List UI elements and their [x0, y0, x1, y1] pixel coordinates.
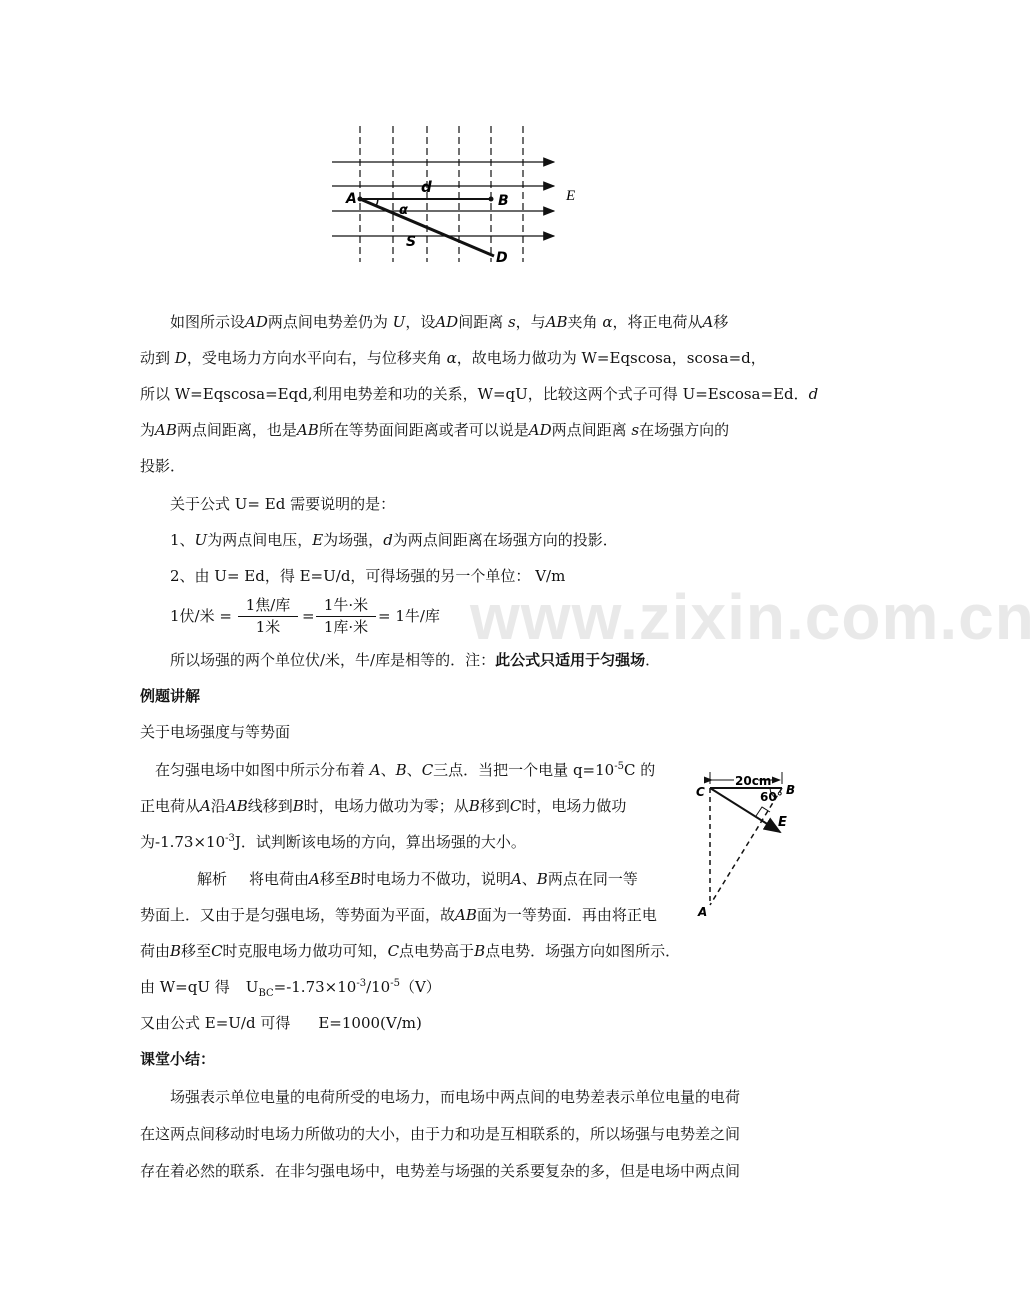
units-line: 所以场强的两个单位伏/米，牛/库是相等的．注：此公式只适用于匀强场． [170, 651, 661, 669]
label-a: A [346, 191, 357, 207]
label-s: S [406, 234, 417, 250]
para1-line3: 所以 W=Eqscosa=Eqd,利用电势差和功的关系，W=qU，比较这两个式子可得 U=Escosa=Ed．d [140, 385, 819, 403]
calc-line1: 由 W=qU 得 $U_{BC}=-1.73\times 10^{-3}/10^{-5}(V)$ [140, 978, 441, 999]
label-b: B [498, 193, 509, 209]
solution-line2: 势面上．又由于是匀强电场，等势面为平面，故AB面为一等势面．再由将正电 [140, 906, 657, 924]
para1-line1: 如图所示设AD两点间电势差仍为 U，设AD间距离 s，与AB夹角 α，将正电荷从A移 [170, 313, 729, 331]
label-b: B [786, 783, 796, 797]
label-alpha: α [399, 203, 408, 218]
label-a: A [698, 905, 708, 919]
label-d-point: D [496, 250, 508, 266]
label-c: C [696, 785, 705, 799]
para1-line2: 动到 D，受电场力方向水平向右，与位移夹角 α，故电场力做功为 W=Eqscosa，scosa=d， [140, 349, 766, 367]
summary-line3: 存在着必然的联系．在非匀强电场中，电势差与场强的关系要复杂的多，但是电场中两点间 [140, 1162, 741, 1180]
formula-eq: = [302, 607, 315, 625]
summary-line1: 场强表示单位电量的电荷所受的电场力，而电场中两点间的电势差表示单位电量的电荷 [170, 1088, 741, 1106]
note-1: 1、U为两点间电压，E为场强，d为两点间距离在场强方向的投影． [170, 531, 618, 549]
watermark: www.zixin.com.cn [470, 581, 1035, 653]
note-heading: 关于公式 U= Ed 需要说明的是： [170, 495, 396, 513]
subheading: 关于电场强度与等势面 [140, 723, 291, 741]
figure-field-grid [326, 124, 596, 269]
dim-label: 20cm [735, 774, 772, 788]
angle-label: 60° [760, 790, 783, 804]
example-line1: 在匀强电场中如图中所示分布着 A、B、C三点．当把一个电量 $q=10^{-5}C$ 的 [155, 761, 656, 779]
label-e: E [778, 815, 787, 830]
para1-line5: 投影． [140, 457, 186, 475]
label-d-distance: d [421, 178, 432, 196]
solution-line3: 荷由B移至C时克服电场力做功可知，C点电势高于B点电势．场强方向如图所示． [140, 942, 681, 960]
para1-line4: 为AB两点间距离，也是AB所在等势面间距离或者可以说是AD两点间距离 s在场强方向的 [140, 421, 730, 439]
formula-fraction-2: 1牛·米 1库·米 [316, 595, 376, 639]
note-2: 2、由 U= Ed，得 E=U/d，可得场强的另一个单位： V/m [170, 567, 566, 585]
formula-fraction-1: 1焦/库 1米 [238, 595, 298, 639]
formula-lhs: 1伏/米 = [170, 607, 232, 625]
label-e: E [566, 188, 576, 204]
formula-rhs: = 1牛/库 [378, 607, 440, 625]
summary-line2: 在这两点间移动时电场力所做功的大小，由于力和功是互相联系的，所以场强与电势差之间 [140, 1125, 741, 1143]
example-line3: 为$-1.73\times 10^{-3}J$．试判断该电场的方向，算出场强的大小。 [140, 833, 526, 851]
example-line2: 正电荷从A沿AB线移到B时，电场力做功为零；从B移到C时，电场力做功 [140, 797, 627, 815]
heading-summary: 课堂小结： [140, 1050, 216, 1068]
figure-triangle [690, 770, 810, 920]
solution-line1: 解析 将电荷由A移至B时电场力不做功，说明A、B两点在同一等 [197, 870, 638, 888]
calc-line2: 又由公式 E=U/d 可得 E=1000(V/m) [140, 1014, 422, 1032]
heading-example: 例题讲解 [140, 687, 201, 705]
